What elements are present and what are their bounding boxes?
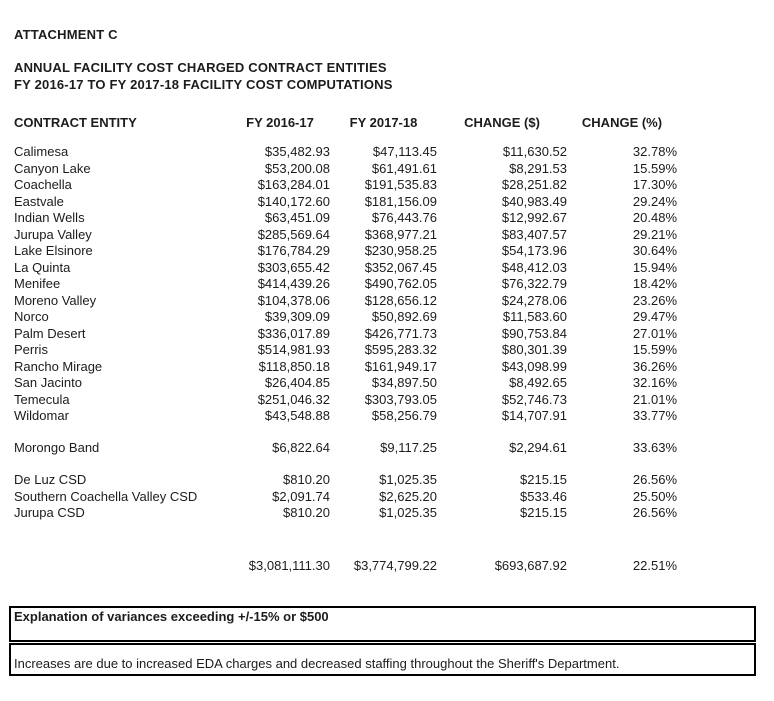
entity-name-cell: La Quinta — [14, 259, 71, 275]
value-cell: $90,753.84 — [501, 325, 567, 341]
value-cell: $53,200.08 — [264, 160, 330, 176]
document-title-line2: FY 2016-17 TO FY 2017-18 FACILITY COST COMPUTATIONS — [14, 77, 393, 92]
value-cell: $118,850.18 — [258, 358, 330, 374]
value-cell: $9,117.25 — [380, 439, 437, 455]
value-cell: $181,156.09 — [364, 193, 437, 209]
value-cell: 20.48% — [632, 210, 677, 225]
table-row — [14, 161, 677, 178]
value-cell: $28,251.82 — [501, 177, 567, 192]
value-cell: $8,492.65 — [509, 375, 567, 390]
entity-name-cell: San Jacinto — [14, 375, 82, 390]
table-row — [14, 243, 677, 260]
table-row — [14, 408, 677, 425]
value-cell: $14,707.91 — [501, 408, 567, 423]
entity-name-cell: Lake Elsinore — [14, 243, 93, 258]
spacer-cell — [14, 425, 677, 440]
value-cell: $3,774,799.22 — [353, 557, 437, 573]
value-cell: $58,256.79 — [371, 408, 437, 423]
value-cell: $83,407.57 — [501, 226, 567, 242]
value-cell: 33.77% — [632, 408, 677, 423]
value-cell: $368,977.21 — [364, 226, 437, 242]
value-cell: $61,491.61 — [371, 160, 437, 176]
entity-name-cell: Wildomar — [14, 408, 69, 423]
value-cell: $26,404.85 — [264, 375, 330, 390]
entity-name-cell: De Luz CSD — [14, 472, 87, 487]
value-cell: 22.51% — [632, 557, 677, 573]
col-header-fy-2016-17: FY 2016-17 — [246, 115, 314, 130]
totals-row — [14, 558, 677, 575]
col-header-change-dollars: CHANGE ($) — [464, 115, 540, 130]
value-cell: $215.15 — [520, 472, 567, 487]
value-cell: $414,439.26 — [257, 276, 330, 291]
value-cell: $8,291.53 — [509, 160, 567, 176]
table-row — [14, 227, 677, 244]
value-cell: $176,784.29 — [257, 243, 330, 258]
value-cell: $595,283.32 — [364, 342, 437, 357]
explanation-header-box — [9, 606, 756, 642]
value-cell: 36.26% — [632, 358, 677, 374]
value-cell: $11,630.52 — [502, 144, 567, 159]
spacer-cell — [14, 522, 677, 558]
value-cell: $48,412.03 — [501, 259, 567, 275]
entity-name-cell: Southern Coachella Valley CSD — [14, 488, 198, 504]
facility-cost-table — [14, 115, 677, 574]
value-cell: 17.30% — [632, 177, 677, 192]
value-cell: $2,091.74 — [272, 488, 330, 504]
value-cell: 18.42% — [632, 276, 677, 291]
value-cell: 26.56% — [632, 472, 677, 487]
value-cell: 25.50% — [632, 488, 677, 504]
entity-name-cell: Menifee — [14, 276, 61, 291]
value-cell: $426,771.73 — [364, 325, 437, 341]
value-cell: $12,992.67 — [501, 210, 567, 225]
value-cell: 33.63% — [632, 439, 677, 455]
table-row — [14, 375, 677, 392]
value-cell: 29.21% — [632, 226, 677, 242]
value-cell: $2,625.20 — [379, 488, 437, 504]
entity-name-cell: Rancho Mirage — [14, 358, 103, 374]
entity-name-cell: Jurupa CSD — [14, 505, 85, 520]
value-cell: $336,017.89 — [257, 325, 330, 341]
value-cell: $2,294.61 — [509, 439, 567, 455]
table-row — [14, 276, 677, 293]
value-cell: $40,983.49 — [501, 193, 567, 209]
explanation-body-text: Increases are due to increased EDA charges and decreased staffing throughout the Sheriff's Department. — [14, 656, 620, 671]
table-row — [14, 505, 677, 522]
value-cell: 23.26% — [632, 292, 677, 308]
value-cell: $80,301.39 — [501, 342, 567, 357]
value-cell: $693,687.92 — [494, 557, 567, 573]
document-title-line1: ANNUAL FACILITY COST CHARGED CONTRACT ENTITIES — [14, 60, 387, 75]
value-cell: 32.16% — [632, 375, 677, 390]
col-header-contract-entity: CONTRACT ENTITY — [14, 115, 137, 130]
table-row — [14, 144, 677, 161]
value-cell: $76,443.76 — [371, 210, 437, 225]
value-cell: $1,025.35 — [379, 505, 437, 520]
value-cell: $11,583.60 — [502, 309, 567, 324]
entity-name-cell: Perris — [14, 342, 48, 357]
explanation-body-box — [9, 643, 756, 676]
entity-name-cell: Jurupa Valley — [14, 226, 92, 242]
value-cell: $251,046.32 — [257, 391, 330, 407]
table-row — [14, 293, 677, 310]
value-cell: $810.20 — [283, 472, 330, 487]
value-cell: $140,172.60 — [257, 193, 330, 209]
entity-name-cell: Morongo Band — [14, 439, 100, 455]
value-cell: $50,892.69 — [371, 309, 437, 324]
explanation-header-text: Explanation of variances exceeding +/-15% or $500 — [14, 609, 329, 624]
value-cell: $810.20 — [283, 505, 330, 520]
table-row — [14, 194, 677, 211]
value-cell: $34,897.50 — [371, 375, 437, 390]
value-cell: $303,793.05 — [364, 391, 437, 407]
entity-name-cell — [14, 558, 230, 575]
value-cell: $47,113.45 — [372, 144, 437, 159]
value-cell: $215.15 — [520, 505, 567, 520]
value-cell: $533.46 — [520, 488, 567, 504]
document-title — [14, 59, 774, 93]
entity-name-cell: Indian Wells — [14, 210, 85, 225]
row-spacer — [14, 425, 677, 440]
table-row — [14, 260, 677, 277]
value-cell: 27.01% — [632, 325, 677, 341]
entity-name-cell: Palm Desert — [14, 325, 86, 341]
value-cell: $128,656.12 — [364, 292, 437, 308]
value-cell: $39,309.09 — [264, 309, 330, 324]
value-cell: $54,173.96 — [501, 243, 567, 258]
value-cell: 15.94% — [632, 259, 677, 275]
entity-name-cell: Coachella — [14, 177, 72, 192]
table-header-row — [14, 115, 677, 144]
table-row — [14, 309, 677, 326]
entity-name-cell: Moreno Valley — [14, 292, 97, 308]
value-cell: 30.64% — [632, 243, 677, 258]
value-cell: $76,322.79 — [501, 276, 567, 291]
value-cell: 15.59% — [632, 160, 677, 176]
entity-name-cell: Eastvale — [14, 193, 64, 209]
value-cell: $230,958.25 — [364, 243, 437, 258]
value-cell: 29.47% — [632, 309, 677, 324]
entity-name-cell: Canyon Lake — [14, 160, 91, 176]
value-cell: $43,098.99 — [501, 358, 567, 374]
value-cell: 26.56% — [632, 505, 677, 520]
value-cell: $490,762.05 — [364, 276, 437, 291]
entity-name-cell: Temecula — [14, 391, 70, 407]
value-cell: $303,655.42 — [257, 259, 330, 275]
col-header-fy-2017-18: FY 2017-18 — [349, 115, 418, 130]
row-spacer — [14, 522, 677, 558]
row-spacer — [14, 456, 677, 472]
table-row — [14, 440, 677, 457]
value-cell: $6,822.64 — [272, 439, 330, 455]
value-cell: $191,535.83 — [364, 177, 437, 192]
table-row — [14, 210, 677, 227]
value-cell: $104,378.06 — [257, 292, 330, 308]
value-cell: $3,081,111.30 — [248, 557, 330, 573]
value-cell: $161,949.17 — [364, 358, 437, 374]
value-cell: 15.59% — [632, 342, 677, 357]
table-row — [14, 489, 677, 506]
table-body — [14, 144, 677, 574]
value-cell: 21.01% — [632, 391, 677, 407]
attachment-label: ATTACHMENT C — [14, 27, 118, 42]
table-row — [14, 326, 677, 343]
col-header-change-percent: CHANGE (%) — [581, 115, 663, 130]
value-cell: $285,569.64 — [257, 226, 330, 242]
value-cell: $352,067.45 — [364, 259, 437, 275]
table-row — [14, 392, 677, 409]
value-cell: $24,278.06 — [501, 292, 567, 308]
value-cell: $43,548.88 — [264, 408, 330, 423]
value-cell: $163,284.01 — [257, 177, 330, 192]
value-cell: $63,451.09 — [264, 210, 330, 225]
table-row — [14, 472, 677, 489]
entity-name-cell: Calimesa — [14, 144, 69, 159]
value-cell: $52,746.73 — [501, 391, 567, 407]
spacer-cell — [14, 456, 677, 472]
value-cell: $35,482.93 — [264, 144, 330, 159]
entity-name-cell: Norco — [14, 309, 49, 324]
value-cell: $514,981.93 — [257, 342, 330, 357]
value-cell: 32.78% — [632, 144, 677, 159]
value-cell: $1,025.35 — [379, 472, 437, 487]
table-row — [14, 359, 677, 376]
value-cell: 29.24% — [632, 193, 677, 209]
table-row — [14, 342, 677, 359]
table-row — [14, 177, 677, 194]
